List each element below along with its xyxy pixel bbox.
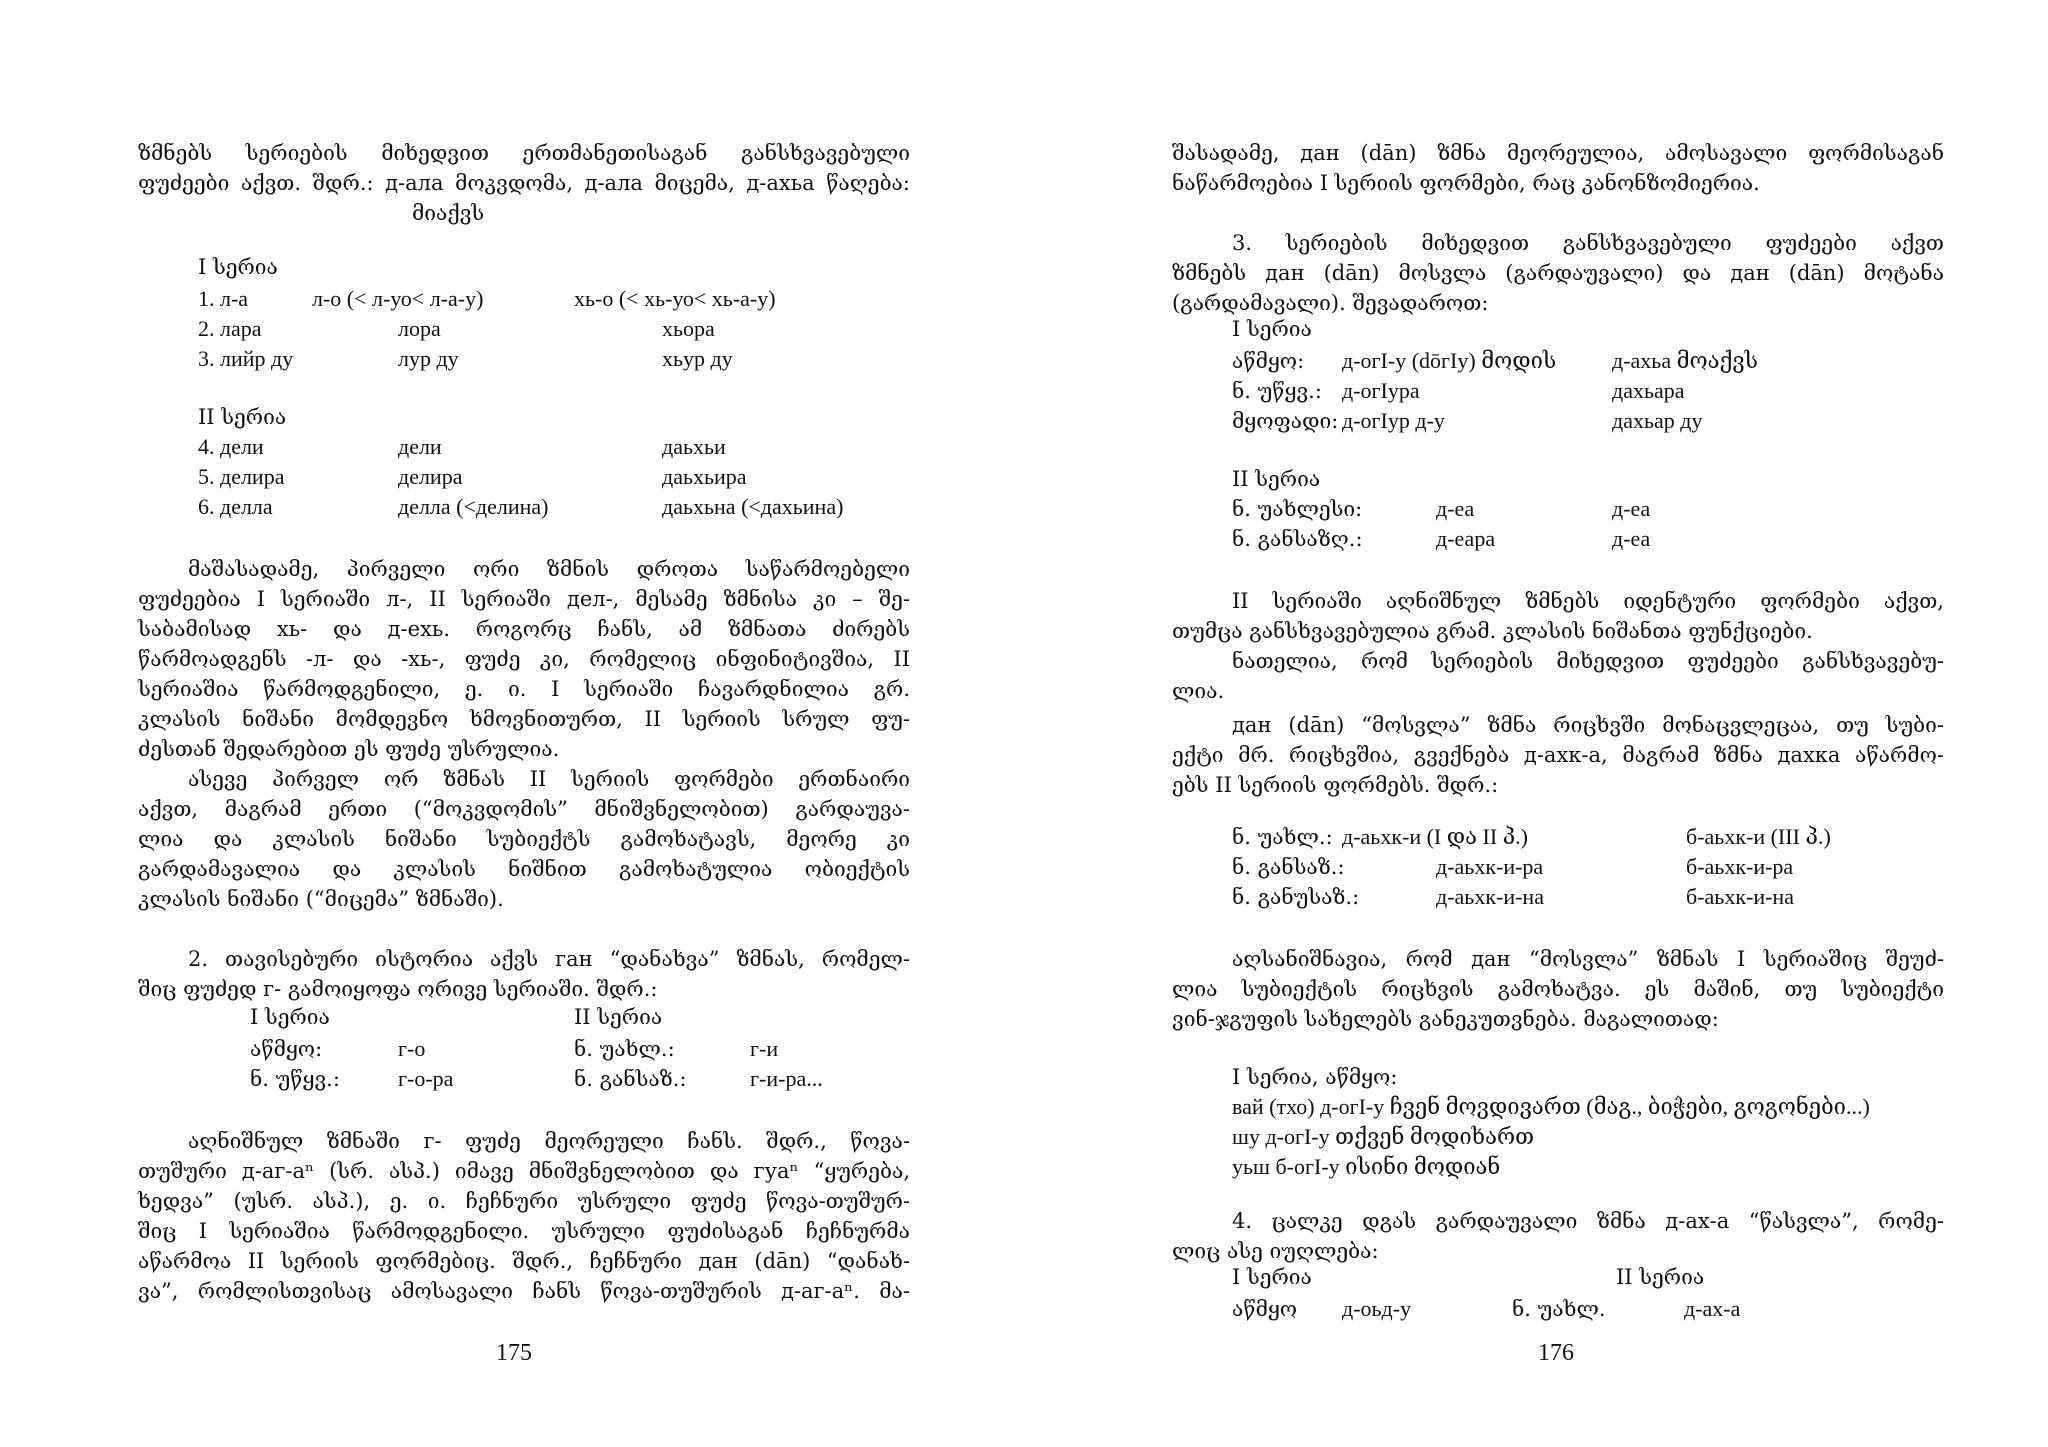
intro-line-3: მიაქვს [412,201,485,225]
paragraph-line: წარმოადგენს -л- და -хь-, ფუძე კი, რომელიც ინფინიტივშია, II [138,647,910,671]
example-line: вай (тхо) д-огI-у ჩვენ მოვდივართ (მაგ., ბიჭები, გოგონები...) [1232,1094,1870,1119]
table-cell: д-аьхк-и-на [1436,884,1544,909]
paragraph-line: გარდამავალია და კლასის ნიშნით გამოხატულია ობიექტის [138,857,910,881]
table-cell: ნ. უახლ. [1512,1297,1606,1321]
paragraph-line: შიც I სერიაშია წარმოდგენილი. უსრული ფუძისაგან ჩეჩნურმა [138,1219,910,1243]
paragraph-line: ებს II სერიის ფორმებს. შდრ.: [1172,773,1499,797]
paragraph-line: კლასის ნიშანი (“მიცემა” ზმნაში). [138,887,504,911]
table-cell: 2. лара [198,316,262,341]
example-label: I სერია, აწმყო: [1232,1065,1398,1089]
table-cell: აწმყო [1232,1297,1298,1321]
table-cell: дахьара [1612,378,1685,403]
paragraph-line: აწარმოა II სერიის ფორმებიც. შდრ., ჩეჩნური дан (dān) “დანახ- [138,1249,910,1273]
series-heading: I სერია [1232,317,1312,341]
table-cell: 3. лийр ду [198,346,294,371]
table-cell: лора [398,316,441,341]
paragraph-line: აღნიშნულ ზმნაში г- ფუძე მეორეული ჩანს. შდრ., წოვა- [188,1129,910,1153]
paragraph-line: ვა”, რომლისთვისაც ამოსავალი ჩანს წოვა-თუშურის д-аг-аⁿ. მა- [138,1279,910,1303]
table-cell: хь-о (< хь-уо< хь-а-у) [574,286,776,311]
paragraph-line: 4. ცალკე დგას გარდაუვალი ზმნა д-ах-а “წასვლა”, რომე- [1232,1209,1944,1233]
table-cell: ნ. განსაზ.: [1232,855,1345,879]
series-heading: I სერია [198,255,278,279]
series-heading: II სერია [574,1005,663,1029]
series-heading: II სერია [1232,467,1321,491]
table-cell: ნ. განსაზღ.: [1232,527,1363,551]
intro-line-1: ზმნებს სერიების მიხედვით ერთმანეთისაგან განსხვავებული [138,141,910,165]
table-cell: г-о [398,1036,426,1061]
series-heading: II სერია [1616,1265,1705,1289]
right-page [1024,0,2048,1447]
table-cell: ნ. უწყვ.: [1232,379,1322,403]
table-cell: д-еа [1612,496,1651,521]
table-cell: 6. делла [198,494,273,519]
paragraph-line: 3. სერიების მიხედვით განსხვავებული ფუძეები აქვთ [1232,231,1944,255]
paragraph-line: ფუძეებია I სერიაში л-, II სერიაში дел-, მესამე ზმნისა კი – შე- [138,587,910,611]
page-number: 176 [1538,1340,1574,1366]
table-cell: даьхьи [662,434,726,459]
table-cell: д-ахьа მოაქვს [1612,348,1758,373]
paragraph-line: ლიც ასე იუღლება: [1172,1239,1379,1263]
table-cell: г-и-ра... [750,1066,823,1091]
series-heading: I სერია [1232,1265,1312,1289]
table-cell: даьхьира [662,464,747,489]
paragraph-line: მაშასადამე, პირველი ორი ზმნის დროთა საწარმოებელი [188,557,910,581]
paragraph-line: კლასის ნიშანი მომდევნო ხმოვნითურთ, II სერიის სრულ ფუ- [138,707,910,731]
table-cell: ნ. განუსაზ.: [1232,885,1360,909]
table-cell: ნ. უწყვ.: [250,1067,340,1091]
table-cell: 5. делира [198,464,285,489]
example-line: уьш б-огI-у ისინი მოდიან [1232,1154,1501,1179]
paragraph-line: ექტი მრ. რიცხვშია, გვექნება д-ахк-а, მაგრამ ზმნა дахка აწარმო- [1172,743,1944,767]
table-cell: дели [398,434,442,459]
paragraph-line: 2. თავისებური ისტორია აქვს ган “დანახვა” ზმნას, რომელ- [188,947,910,971]
paragraph-line: ძესთან შედარებით ეს ფუძე უსრულია. [138,737,560,761]
paragraph-line: ასევე პირველ ორ ზმნას II სერიის ფორმები ერთნაირი [188,767,910,791]
paragraph-line: ზმნებს дан (dān) მოსვლა (გარდაუვალი) და дан (dān) მოტანა [1172,261,1944,285]
paragraph-line: ლია და კლასის ნიშანი სუბიექტს გამოხატავს, მეორე კი [138,827,910,851]
table-cell: д-огIур д-у [1342,408,1445,433]
table-cell: б-аьхк-и (III პ.) [1686,824,1831,849]
table-cell: д-аьхк-и-ра [1436,854,1544,879]
table-cell: ნ. უახლესი: [1232,497,1363,521]
paragraph-line: ხედვა” (უსრ. ასპ.), ე. ი. ჩეჩნური უსრული ფუძე წოვა-თუშურ- [138,1189,910,1213]
table-cell: д-еа [1612,526,1651,551]
table-cell: ნ. უახლ.: [1232,825,1333,849]
table-cell: д-аьхк-и (I და II პ.) [1342,824,1529,849]
table-cell: делира [398,464,463,489]
table-cell: даьхьна (<дахьина) [662,494,844,519]
paragraph-line: საბამისად хь- და д-ехь. როგორც ჩანს, ამ ზმნათა ძირებს [138,617,910,641]
series-heading: II სერია [198,405,287,429]
paragraph-line: ნაწარმოებია I სერიის ფორმები, რაც კანონზომიერია. [1172,171,1760,195]
table-cell: г-и [750,1036,779,1061]
paragraph-line: შიც ფუძედ г- გამოიყოფა ორივე სერიაში. შდრ.: [138,977,658,1001]
table-cell: აწმყო: [1232,349,1305,373]
paragraph-line: ლია სუბიექტის რიცხვის გამოხატვა. ეს მაშინ, თუ სუბიექტი [1172,977,1944,1001]
table-cell: მყოფადი: [1232,409,1339,433]
paragraph-line: ვინ-ჯგუფის სახელებს განეკუთვნება. მაგალითად: [1172,1007,1719,1031]
table-cell: хьора [662,316,715,341]
table-cell: б-аьхк-и-на [1686,884,1794,909]
table-cell: д-огI-у (dōгIу) მოდის [1342,348,1557,373]
table-cell: აწმყო: [250,1037,323,1061]
table-cell: д-еа [1436,496,1475,521]
series-heading: I სერია [250,1005,330,1029]
paragraph-line: II სერიაში აღნიშნულ ზმნებს იდენტური ფორმები აქვთ, [1232,589,1944,613]
table-cell: лур ду [398,346,459,371]
page-number: 175 [496,1340,532,1366]
paragraph-line: ნათელია, რომ სერიების მიხედვით ფუძეები განსხვავებუ- [1232,649,1944,673]
table-cell: ნ. უახლ.: [574,1037,675,1061]
paragraph-line: აქვთ, მაგრამ ერთი (“მოკვდომის” მნიშვნელობით) გარდაუვა- [138,797,910,821]
paragraph-line: შასადამე, дан (dān) ზმნა მეორეულია, ამოსავალი ფორმისაგან [1172,141,1944,165]
table-cell: ნ. განსაზ.: [574,1067,687,1091]
paragraph-line: дан (dān) “მოსვლა” ზმნა რიცხვში მონაცვლეცაა, თუ სუბი- [1232,713,1944,737]
table-cell: л-о (< л-уо< л-а-у) [312,286,484,311]
table-cell: д-ах-а [1684,1296,1741,1321]
paragraph-line: ლია. [1172,679,1225,703]
paragraph-line: აღსანიშნავია, რომ дан “მოსვლა” ზმნას I სერიაშიც შეუძ- [1232,947,1944,971]
table-cell: д-еара [1436,526,1496,551]
table-cell: дахьар ду [1612,408,1703,433]
table-cell: б-аьхк-и-ра [1686,854,1794,879]
table-cell: д-оьд-у [1342,1296,1412,1321]
table-cell: делла (<делина) [398,494,549,519]
paragraph-line: (გარდამავალი). შევადაროთ: [1172,291,1489,315]
table-cell: д-огIура [1342,378,1420,403]
table-cell: 1. л-а [198,286,249,311]
table-cell: г-о-ра [398,1066,454,1091]
paragraph-line: თუმცა განსხვავებულია გრამ. კლასის ნიშანთა ფუნქციები. [1172,619,1813,643]
table-cell: хьур ду [662,346,733,371]
paragraph-line: სერიაშია წარმოდგენილი, ე. ი. I სერიაში ჩავარდნილია გრ. [138,677,910,701]
intro-line-2: ფუძეები აქვთ. შდრ.: д-ала მოკვდომა, д-ала მიცემა, д-ахьа წაღება: [138,171,910,195]
paragraph-line: თუშური д-аг-аⁿ (სრ. ასპ.) იმავე მნიშვნელობით და гуаⁿ “ყურება, [138,1159,910,1183]
table-cell: 4. дели [198,434,264,459]
example-line: шу д-огI-у თქვენ მოდიხართ [1232,1124,1535,1149]
